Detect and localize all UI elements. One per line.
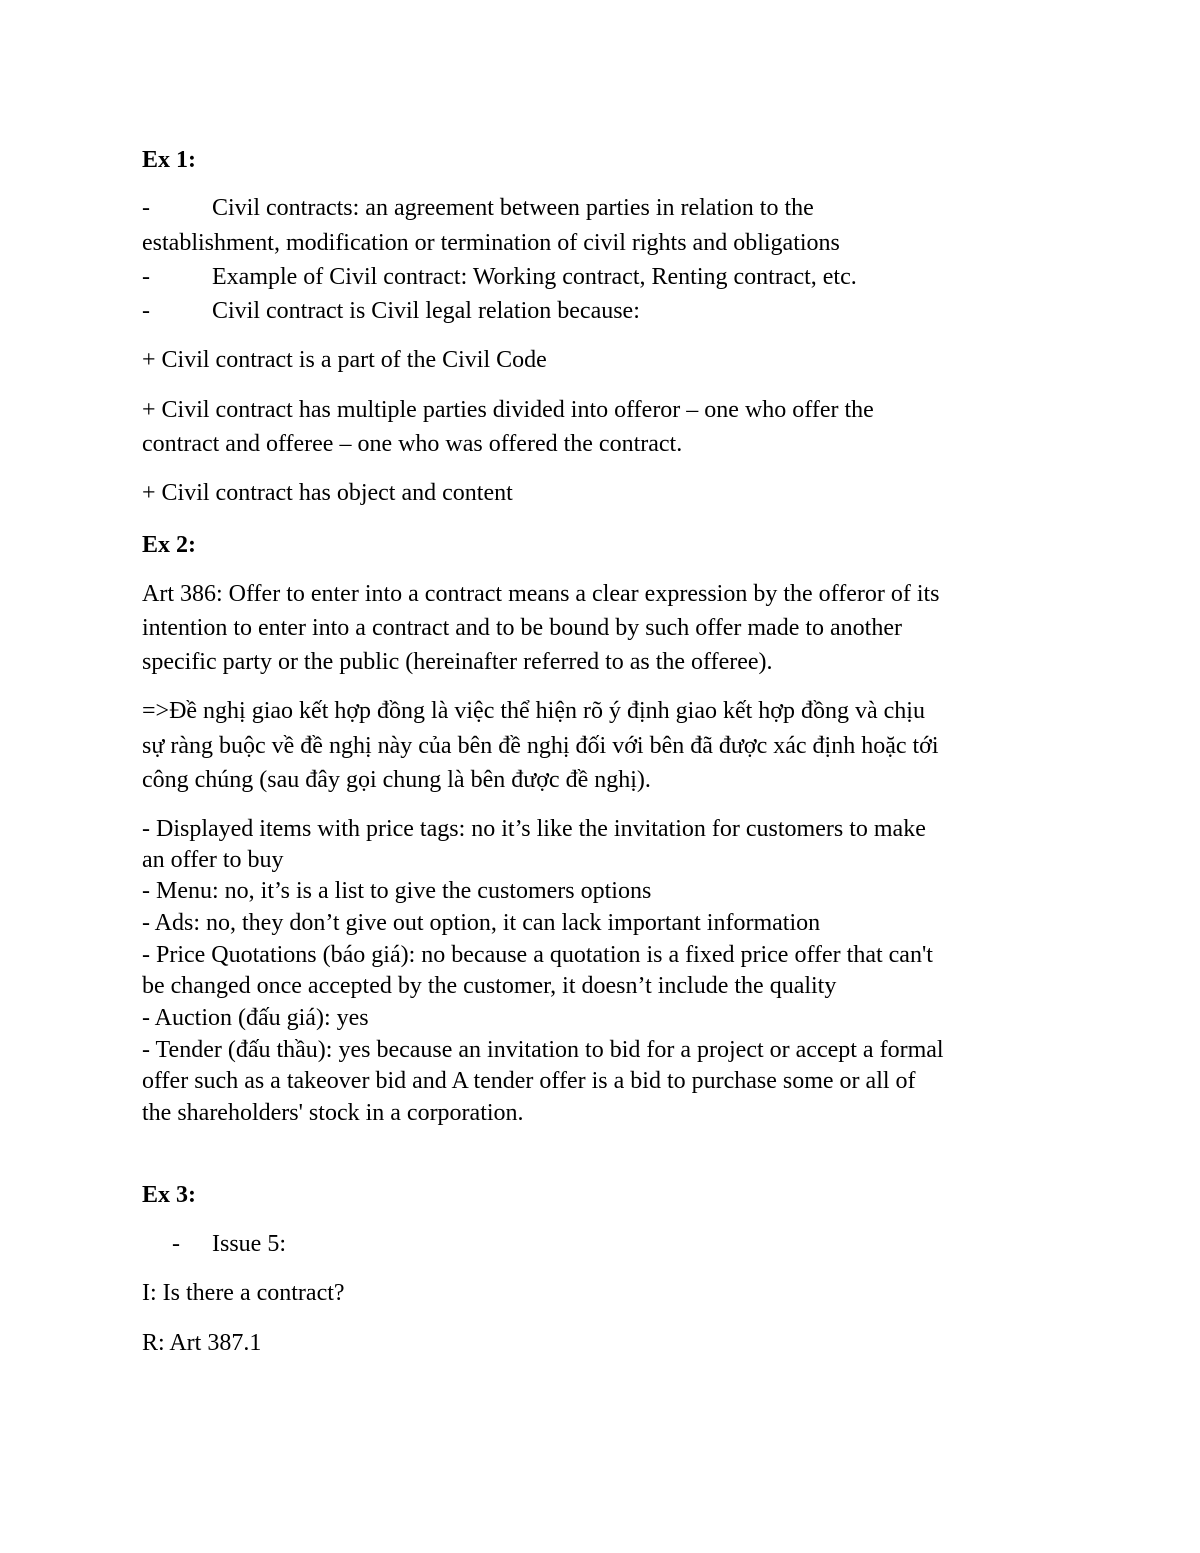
ex2-item-line-6: be changed once accepted by the customer, it doesn’t include the quality (142, 973, 837, 999)
ex3-issue (172, 1229, 286, 1259)
bullet-text: Issue 5: (212, 1231, 286, 1257)
ex2-vietnamese-line-3: công chúng (sau đây gọi chung là bên được đề nghị). (142, 767, 651, 793)
bullet-dash: - (172, 1231, 180, 1257)
bullet-dash: - (142, 298, 150, 324)
ex1-reason-3: + Civil contract has object and content (142, 480, 513, 506)
ex2-item-line-1: - Displayed items with price tags: no it’s like the invitation for customers to make (142, 816, 926, 842)
ex2-art386-line-1: Art 386: Offer to enter into a contract means a clear expression by the offeror of its (142, 581, 940, 607)
bullet-dash: - (142, 264, 150, 290)
ex1-bullet-1 (142, 193, 814, 223)
ex1-reason-2-continuation: contract and offeree – one who was offered the contract. (142, 431, 683, 457)
ex2-item-line-9: offer such as a takeover bid and A tender offer is a bid to purchase some or all of (142, 1068, 916, 1094)
ex1-bullet-1-continuation: establishment, modification or termination of civil rights and obligations (142, 230, 840, 256)
ex2-art386-line-3: specific party or the public (hereinafter referred to as the offeree). (142, 649, 773, 675)
ex1-reason-2: + Civil contract has multiple parties divided into offeror – one who offer the (142, 397, 874, 423)
ex1-bullet-2 (142, 262, 857, 292)
ex2-item-line-5: - Price Quotations (báo giá): no because a quotation is a fixed price offer that can't (142, 942, 933, 968)
ex1-heading: Ex 1: (142, 147, 196, 173)
bullet-text: Civil contract is Civil legal relation because: (212, 298, 640, 324)
ex2-item-line-8: - Tender (đấu thầu): yes because an invitation to bid for a project or accept a formal (142, 1037, 944, 1063)
ex3-heading: Ex 3: (142, 1182, 196, 1208)
bullet-dash: - (142, 195, 150, 221)
ex3-r-line: R: Art 387.1 (142, 1330, 262, 1356)
bullet-text: Civil contracts: an agreement between parties in relation to the (212, 195, 814, 221)
ex1-reason-1: + Civil contract is a part of the Civil Code (142, 347, 547, 373)
ex2-item-line-7: - Auction (đấu giá): yes (142, 1005, 369, 1031)
ex2-art386-line-2: intention to enter into a contract and to be bound by such offer made to another (142, 615, 902, 641)
ex2-vietnamese-line-2: sự ràng buộc về đề nghị này của bên đề nghị đối với bên đã được xác định hoặc tới (142, 733, 939, 759)
ex2-heading: Ex 2: (142, 532, 196, 558)
ex2-item-line-4: - Ads: no, they don’t give out option, it can lack important information (142, 910, 821, 936)
ex2-vietnamese-line-1: =>Đề nghị giao kết hợp đồng là việc thể hiện rõ ý định giao kết hợp đồng và chịu (142, 698, 925, 724)
ex1-bullet-3 (142, 296, 640, 326)
ex2-item-line-2: an offer to buy (142, 847, 284, 873)
ex2-item-line-3: - Menu: no, it’s is a list to give the customers options (142, 878, 652, 904)
bullet-text: Example of Civil contract: Working contract, Renting contract, etc. (212, 264, 857, 290)
ex2-item-line-10: the shareholders' stock in a corporation. (142, 1100, 524, 1126)
ex3-i-line: I: Is there a contract? (142, 1280, 345, 1306)
